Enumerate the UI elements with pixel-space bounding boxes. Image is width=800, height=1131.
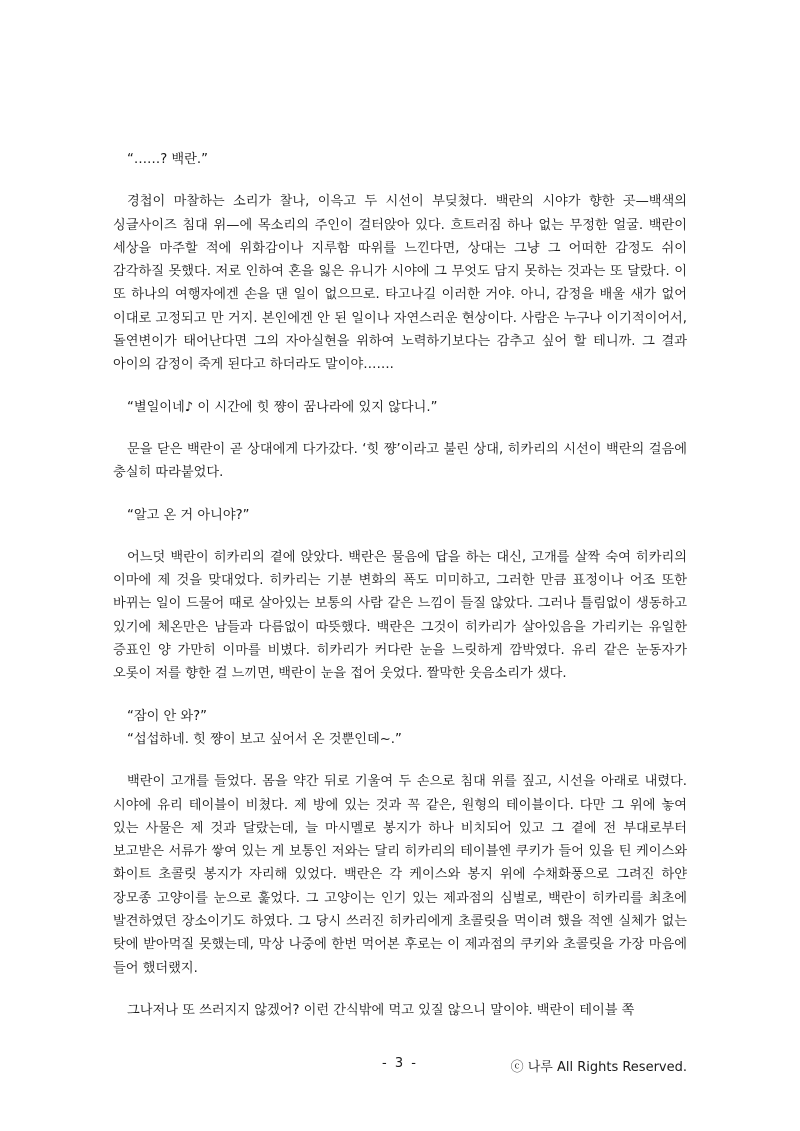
paragraph: “별일이네♪ 이 시간에 힛 쨩이 꿈나라에 있지 않다니.” <box>127 399 438 415</box>
page-footer <box>0 1052 800 1076</box>
paragraph: 어느덧 백란이 히카리의 곁에 앉았다. 백란은 물음에 답을 하는 대신, 고개를 살짝 숙여 히카리의 이마에 제 것을 맞대었다. 히카리는 기분 변화의 폭도 미미하고, 그러한 만큼 표정이나 어조 또한 바뀌는 일이 드물어 때로 살아있는 보통의 사람 같은 느낌이 들질 않았다. 그러나 틀림없이 생동하고 있기에 체온만은 남들과 다름없이 따뜻했다. 백란은 그것이 히카리가 살아있음을 가리키는 유일한 증표인 양 가만히 이마를 비볐다. 히카리가 커다란 눈을 느릿하게 깜박였다. 유리 같은 눈동자가 오롯이 저를 향한 걸 느끼면, 백란이 눈을 접어 웃었다. 짤막한 웃음소리가 샜다. <box>113 549 687 682</box>
page-number: - 3 - <box>382 1056 418 1071</box>
paragraph: 경첩이 마찰하는 소리가 찰나, 이윽고 두 시선이 부딪쳤다. 백란의 시야가 향한 곳—백색의 싱글사이즈 침대 위—에 목소리의 주인이 걸터앉아 있다. 흐트러짐 하나 없는 무정한 얼굴. 백란이 세상을 마주할 적에 위화감이나 지루함 따위를 느낀다면, 상대는 그냥 그 어떠한 감정도 쉬이 감각하질 못했다. 저로 인하여 혼을 잃은 유니가 시야에 그 무엇도 담지 못하는 것과는 또 달랐다. 이 또 하나의 여행자에겐 손을 댄 일이 없으므로. 타고나길 이러한 거야. 아니, 감정을 배울 새가 없어 이대로 고정되고 만 거지. 본인에겐 안 된 일이나 자연스러운 현상이다. 사람은 누구나 이기적이어서, 돌연변이가 태어난다면 그의 자아실현을 위하여 노력하기보다는 감추고 싶어 할 테니까. 그 결과 아이의 감정이 죽게 된다고 하더라도 말이야……. <box>113 194 687 373</box>
body-text <box>113 148 687 1022</box>
paragraph: “섭섭하네. 힛 쨩이 보고 싶어서 온 것뿐인데~.” <box>127 731 402 747</box>
paragraph: “알고 온 거 아니야?” <box>127 507 250 523</box>
paragraph: 그나저나 또 쓰러지지 않겠어? 이런 간식밖에 먹고 있질 않으니 말이야. 백란이 테이블 쪽 <box>127 1002 635 1018</box>
paragraph: 문을 닫은 백란이 곧 상대에게 다가갔다. ‘힛 쨩’이라고 불린 상대, 히카리의 시선이 백란의 걸음에 충실히 따라붙었다. <box>113 441 687 481</box>
paragraph: “……? 백란.” <box>127 152 208 167</box>
copyright-notice: ⓒ 나루 All Rights Reserved. <box>510 1060 687 1075</box>
paragraph: 백란이 고개를 들었다. 몸을 약간 뒤로 기울여 두 손으로 침대 위를 짚고, 시선을 아래로 내렸다. 시야에 유리 테이블이 비쳤다. 제 방에 있는 것과 꼭 같은, 원형의 테이블이다. 다만 그 위에 놓여 있는 사물은 제 것과 달랐는데, 늘 마시멜로 봉지가 하나 비치되어 있고 그 곁에 전 부대로부터 보고받은 서류가 쌓여 있는 게 보통인 저와는 달리 히카리의 테이블엔 쿠키가 들어 있을 틴 케이스와 화이트 초콜릿 봉지가 자리해 있었다. 백란은 각 케이스와 봉지 위에 수채화풍으로 그려진 하얀 장모종 고양이를 눈으로 훑었다. 그 고양이는 인기 있는 제과점의 심벌로, 백란이 히카리를 최초에 발견하였던 장소이기도 하였다. 그 당시 쓰러진 히카리에게 초콜릿을 먹이려 했을 적엔 실체가 없는 탓에 받아먹질 못했는데, 막상 나중에 한번 먹어본 후로는 이 제과점의 쿠키와 초콜릿을 가장 마음에 들어 했더랬지. <box>113 774 687 976</box>
paragraph: “잠이 안 와?” <box>127 708 208 724</box>
